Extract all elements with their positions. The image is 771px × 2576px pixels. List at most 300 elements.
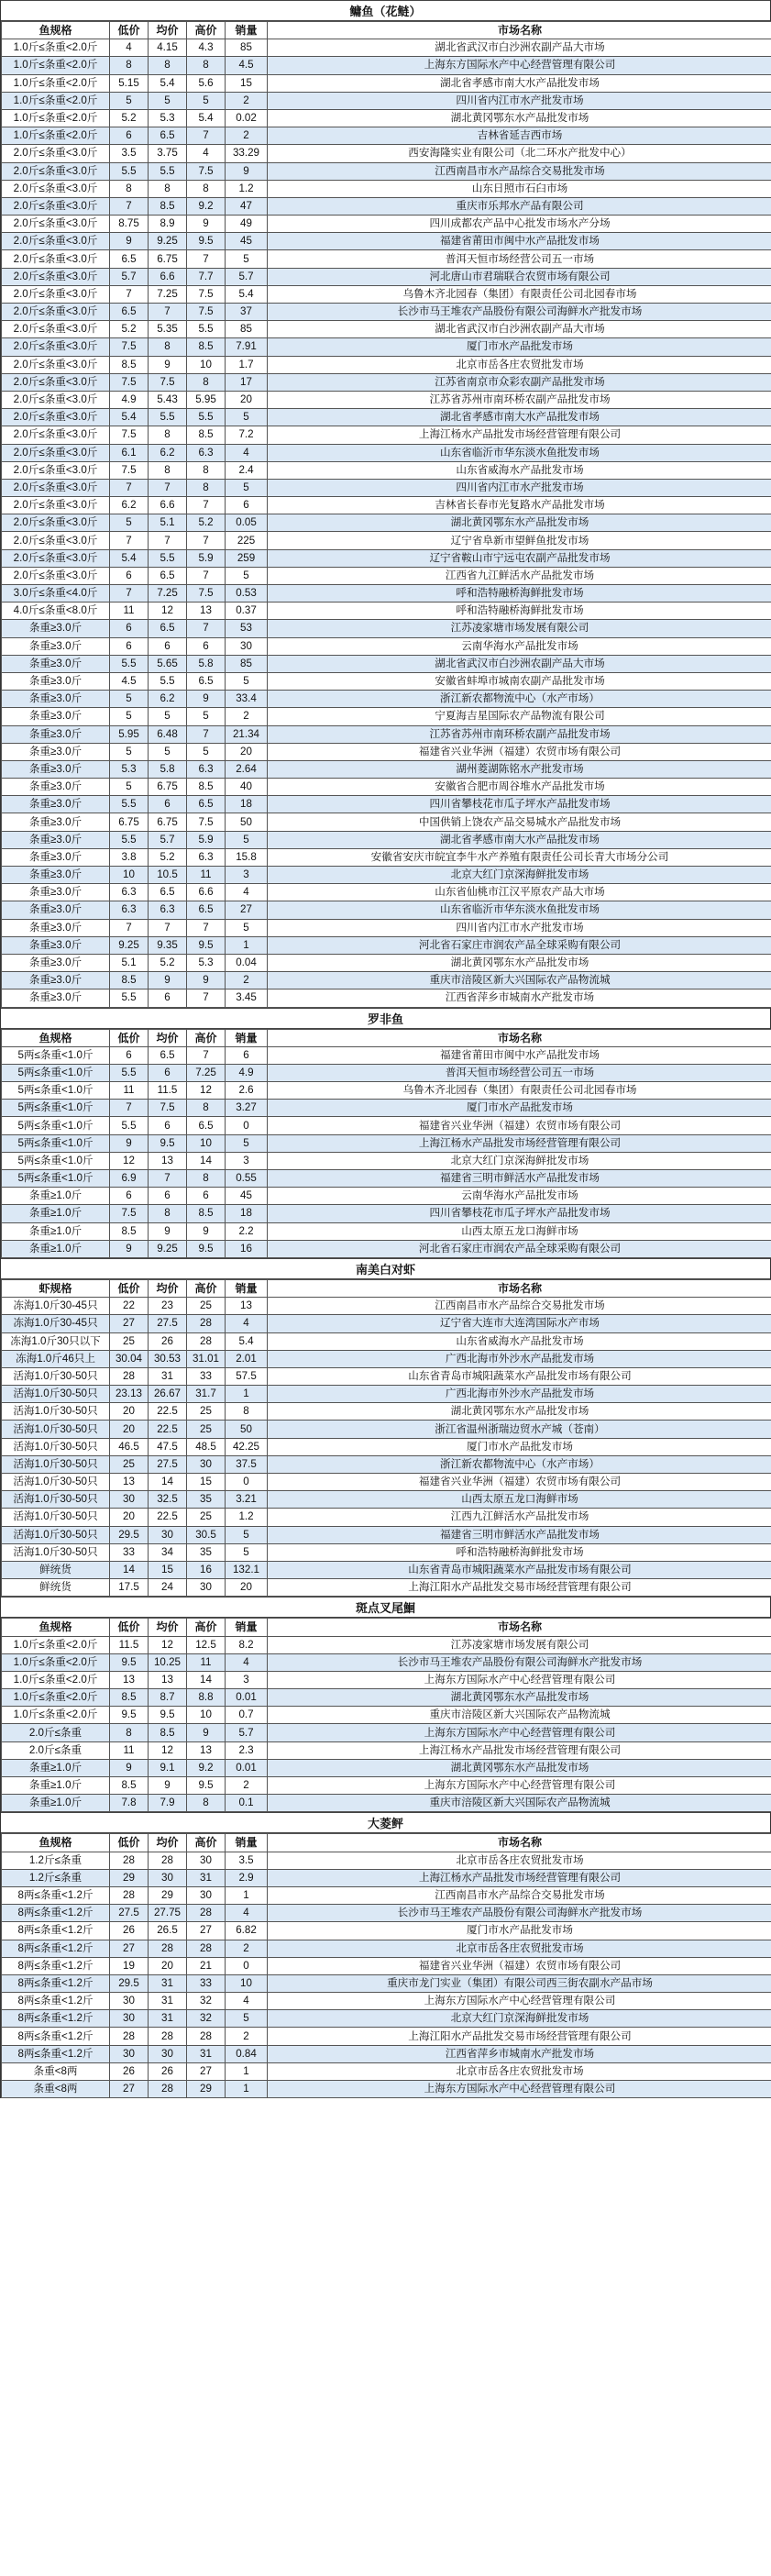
table-cell: 5.5: [149, 672, 187, 690]
table-cell: 8.9: [149, 216, 187, 233]
table-cell: 27: [226, 901, 268, 919]
table-cell: 1.2斤≤条重: [2, 1852, 110, 1869]
table-cell: 9: [110, 1240, 149, 1257]
table-cell: 山东省威海水产品批发市场: [268, 1332, 771, 1350]
table-cell: 湖北省武汉市白沙洲农副产品大市场: [268, 321, 771, 338]
table-cell: 条重≥3.0斤: [2, 813, 110, 831]
table-cell: 6.3: [187, 848, 226, 866]
table-row: [2, 901, 771, 919]
table-cell: 条重≥1.0斤: [2, 1759, 110, 1776]
table-cell: 山东省临沂市华东淡水鱼批发市场: [268, 444, 771, 461]
table-cell: 条重≥3.0斤: [2, 884, 110, 901]
table-cell: 活海1.0斤30-50只: [2, 1386, 110, 1403]
section-title: 鳙鱼（花鲢）: [1, 0, 770, 21]
table-cell: 3.5: [226, 1852, 268, 1869]
section-title: 斑点叉尾鮰: [1, 1597, 770, 1618]
table-cell: 14: [110, 1561, 149, 1578]
table-row: [2, 1922, 771, 1940]
table-cell: 9: [226, 162, 268, 180]
table-cell: 28: [110, 1886, 149, 1904]
table-cell: 24: [149, 1579, 187, 1597]
table-cell: 29: [149, 1886, 187, 1904]
table-cell: 8.5: [187, 779, 226, 796]
table-cell: 5.2: [149, 848, 187, 866]
table-cell: 28: [187, 1315, 226, 1332]
table-row: [2, 162, 771, 180]
table-cell: 42.25: [226, 1438, 268, 1455]
table-cell: 条重≥3.0斤: [2, 691, 110, 708]
table-cell: 5: [110, 691, 149, 708]
price-table: [1, 1279, 771, 1597]
table-cell: 7.8: [110, 1795, 149, 1812]
table-cell: 条重≥1.0斤: [2, 1777, 110, 1795]
table-cell: 13: [187, 1741, 226, 1759]
table-cell: 0.7: [226, 1707, 268, 1724]
table-cell: 7.5: [187, 285, 226, 303]
table-cell: 5: [226, 672, 268, 690]
table-cell: 条重≥3.0斤: [2, 725, 110, 743]
table-row: [2, 1403, 771, 1421]
table-row: [2, 1905, 771, 1922]
table-cell: 2.0斤≤条重<3.0斤: [2, 514, 110, 532]
table-cell: 上海江阳水产品批发交易市场经营管理有限公司: [268, 2028, 771, 2045]
table-cell: 2.0斤≤条重<3.0斤: [2, 461, 110, 479]
table-cell: 0: [226, 1957, 268, 1974]
table-row: [2, 1046, 771, 1064]
table-cell: 呼和浩特融桥海鲜批发市场: [268, 603, 771, 620]
table-cell: 37: [226, 304, 268, 321]
table-cell: 25: [187, 1298, 226, 1315]
table-cell: 7: [187, 532, 226, 549]
table-cell: 5两≤条重<1.0斤: [2, 1152, 110, 1169]
table-cell: 湖北省孝感市南大水产品批发市场: [268, 74, 771, 92]
table-cell: 5两≤条重<1.0斤: [2, 1100, 110, 1117]
table-cell: 8: [110, 180, 149, 197]
table-cell: 6: [110, 127, 149, 145]
table-cell: 8两≤条重<1.2斤: [2, 1905, 110, 1922]
table-row: [2, 268, 771, 285]
table-cell: 7: [110, 197, 149, 215]
table-cell: 4.5: [110, 672, 149, 690]
table-cell: 上海东方国际水产中心经营管理有限公司: [268, 1993, 771, 2010]
table-cell: 3: [226, 867, 268, 884]
table-row: [2, 655, 771, 672]
table-cell: 8: [187, 1795, 226, 1812]
table-cell: 河北省石家庄市润农产品全球采购有限公司: [268, 936, 771, 954]
table-cell: 2.0斤≤条重<3.0斤: [2, 549, 110, 567]
table-cell: 2.0斤≤条重: [2, 1724, 110, 1741]
table-cell: 5.5: [110, 655, 149, 672]
table-cell: 0.55: [226, 1170, 268, 1188]
table-row: [2, 672, 771, 690]
table-cell: 条重≥3.0斤: [2, 672, 110, 690]
table-cell: 安徽省蚌埠市城南农副产品批发市场: [268, 672, 771, 690]
table-cell: 7.5: [110, 1205, 149, 1222]
table-cell: 8: [187, 180, 226, 197]
table-cell: 5: [149, 743, 187, 760]
table-cell: 2.0斤≤条重<3.0斤: [2, 216, 110, 233]
table-cell: 5.4: [149, 74, 187, 92]
table-cell: 9: [149, 356, 187, 373]
table-cell: 31: [149, 1367, 187, 1385]
table-cell: 福建省兴业华洲（福建）农贸市场有限公司: [268, 1117, 771, 1134]
table-cell: 1: [226, 1386, 268, 1403]
table-cell: 8.5: [110, 1777, 149, 1795]
table-cell: 8: [149, 338, 187, 356]
table-cell: 5: [110, 779, 149, 796]
table-cell: 27.75: [149, 1905, 187, 1922]
table-cell: 29.5: [110, 1974, 149, 1992]
table-cell: 厦门市水产品批发市场: [268, 1100, 771, 1117]
table-cell: 5.2: [149, 954, 187, 971]
table-cell: 厦门市水产品批发市场: [268, 1922, 771, 1940]
table-row: [2, 356, 771, 373]
table-cell: 7: [110, 479, 149, 496]
table-cell: 5.5: [149, 409, 187, 426]
table-cell: 厦门市水产品批发市场: [268, 338, 771, 356]
table-cell: 32: [187, 2010, 226, 2028]
table-cell: 福建省三明市鲜活水产品批发市场: [268, 1526, 771, 1543]
table-row: [2, 514, 771, 532]
column-header: 市场名称: [268, 1619, 771, 1636]
table-cell: 鲜统货: [2, 1579, 110, 1597]
table-cell: 河北唐山市君瑞联合农贸市场有限公司: [268, 268, 771, 285]
table-cell: 6.9: [110, 1170, 149, 1188]
table-cell: 鲜统货: [2, 1561, 110, 1578]
table-cell: 5: [226, 1526, 268, 1543]
table-cell: 4: [226, 1993, 268, 2010]
table-cell: 四川省内江市水产批发市场: [268, 92, 771, 109]
table-cell: 31.01: [187, 1350, 226, 1367]
table-cell: 9: [110, 233, 149, 250]
table-cell: 活海1.0斤30-50只: [2, 1526, 110, 1543]
table-cell: 江西省萍乡市城南水产批发市场: [268, 2045, 771, 2062]
table-cell: 4.15: [149, 39, 187, 57]
table-row: [2, 691, 771, 708]
table-cell: 6.6: [187, 884, 226, 901]
table-cell: 6: [226, 497, 268, 514]
table-cell: 9.25: [149, 233, 187, 250]
section-title: 南美白对虾: [1, 1258, 770, 1279]
table-cell: 9: [187, 972, 226, 989]
table-cell: 4.5: [226, 57, 268, 74]
table-cell: 33.4: [226, 691, 268, 708]
table-cell: 5.5: [110, 1117, 149, 1134]
table-cell: 30: [110, 1993, 149, 2010]
table-row: [2, 39, 771, 57]
table-cell: 条重≥3.0斤: [2, 708, 110, 725]
table-cell: 山东日照市石臼市场: [268, 180, 771, 197]
table-row: [2, 1759, 771, 1776]
table-cell: 1: [226, 2062, 268, 2080]
table-row: [2, 1636, 771, 1653]
table-cell: 上海江杨水产品批发市场经营管理有限公司: [268, 1869, 771, 1886]
table-cell: 呼和浩特融桥海鲜批发市场: [268, 1543, 771, 1561]
table-cell: 江西南昌市水产品综合交易批发市场: [268, 162, 771, 180]
table-cell: 5.3: [149, 109, 187, 127]
table-cell: 33.29: [226, 145, 268, 162]
table-cell: 16: [226, 1240, 268, 1257]
table-cell: 10: [187, 1707, 226, 1724]
table-row: [2, 867, 771, 884]
table-cell: 5.2: [110, 321, 149, 338]
table-cell: 7: [110, 585, 149, 603]
table-cell: 0.05: [226, 514, 268, 532]
table-row: [2, 74, 771, 92]
table-cell: 7: [187, 567, 226, 584]
table-cell: 2.0斤≤条重<3.0斤: [2, 268, 110, 285]
table-cell: 湖北黄冈鄂东水产品批发市场: [268, 1689, 771, 1707]
table-cell: 0.84: [226, 2045, 268, 2062]
table-cell: 5.7: [226, 268, 268, 285]
table-row: [2, 1315, 771, 1332]
table-row: [2, 1741, 771, 1759]
table-cell: 6: [149, 989, 187, 1007]
table-cell: 重庆市乐邦水产品有限公司: [268, 197, 771, 215]
table-cell: 33: [187, 1974, 226, 1992]
table-cell: 6.5: [187, 901, 226, 919]
column-header: 市场名称: [268, 1029, 771, 1046]
table-cell: 8: [187, 479, 226, 496]
table-cell: 15.8: [226, 848, 268, 866]
table-header-row: [2, 1279, 771, 1297]
table-cell: 厦门市水产品批发市场: [268, 1438, 771, 1455]
section: [1, 0, 770, 1008]
table-cell: 6.75: [149, 250, 187, 268]
column-header: 鱼规格: [2, 1619, 110, 1636]
table-cell: 9.5: [110, 1707, 149, 1724]
table-cell: 8: [187, 373, 226, 391]
table-cell: 6.5: [149, 620, 187, 637]
table-row: [2, 1974, 771, 1992]
table-row: [2, 2045, 771, 2062]
table-cell: 5.1: [110, 954, 149, 971]
table-cell: 山东省仙桃市江汉平原农产品大市场: [268, 884, 771, 901]
table-row: [2, 919, 771, 936]
table-cell: 吉林省长春市光复路水产品批发市场: [268, 497, 771, 514]
table-cell: 31.7: [187, 1386, 226, 1403]
table-cell: 132.1: [226, 1561, 268, 1578]
table-cell: 50: [226, 813, 268, 831]
table-cell: 6.3: [187, 760, 226, 778]
table-cell: 5: [187, 743, 226, 760]
column-header: 低价: [110, 1619, 149, 1636]
table-row: [2, 532, 771, 549]
table-cell: 2: [226, 2028, 268, 2045]
table-cell: 5.5: [110, 796, 149, 813]
table-cell: 8两≤条重<1.2斤: [2, 1974, 110, 1992]
table-cell: 1: [226, 936, 268, 954]
table-cell: 条重<8两: [2, 2081, 110, 2098]
table-cell: 28: [187, 1940, 226, 1957]
table-cell: 9.5: [187, 1240, 226, 1257]
table-cell: 福建省兴业华洲（福建）农贸市场有限公司: [268, 1957, 771, 1974]
table-row: [2, 989, 771, 1007]
table-cell: 条重≥3.0斤: [2, 743, 110, 760]
table-cell: 北京大红门京深海鲜批发市场: [268, 2010, 771, 2028]
table-cell: 25: [187, 1421, 226, 1438]
table-cell: 6.6: [149, 497, 187, 514]
table-row: [2, 409, 771, 426]
table-cell: 25: [110, 1332, 149, 1350]
column-header: 销量: [226, 1834, 268, 1852]
table-cell: 9.1: [149, 1759, 187, 1776]
table-cell: 11: [187, 1653, 226, 1671]
table-cell: 湖北省孝感市南大水产品批发市场: [268, 409, 771, 426]
table-cell: 4: [226, 884, 268, 901]
table-row: [2, 1222, 771, 1240]
table-cell: 普洱天恒市场经营公司五一市场: [268, 250, 771, 268]
table-row: [2, 1526, 771, 1543]
table-row: [2, 233, 771, 250]
table-cell: 6: [149, 637, 187, 655]
table-cell: 5.7: [110, 268, 149, 285]
table-cell: 8两≤条重<1.2斤: [2, 1957, 110, 1974]
table-cell: 35: [187, 1543, 226, 1561]
table-cell: 7: [110, 285, 149, 303]
table-row: [2, 145, 771, 162]
table-cell: 7.5: [110, 373, 149, 391]
table-cell: 5两≤条重<1.0斤: [2, 1046, 110, 1064]
table-cell: 9: [149, 1777, 187, 1795]
table-cell: 长沙市马王堆农产品股份有限公司海鲜水产批发市场: [268, 1653, 771, 1671]
table-cell: 1.0斤≤条重<2.0斤: [2, 57, 110, 74]
price-table: [1, 1833, 771, 2098]
table-cell: 22.5: [149, 1421, 187, 1438]
table-cell: 5.9: [187, 549, 226, 567]
table-cell: 辽宁省大连市大连湾国际水产市场: [268, 1315, 771, 1332]
table-cell: 福建省莆田市闽中水产品批发市场: [268, 233, 771, 250]
table-cell: 条重<8两: [2, 2062, 110, 2080]
table-cell: 6.75: [149, 779, 187, 796]
table-cell: 条重≥1.0斤: [2, 1222, 110, 1240]
table-cell: 福建省兴业华洲（福建）农贸市场有限公司: [268, 1474, 771, 1491]
table-cell: 8.5: [187, 338, 226, 356]
table-cell: 4.0斤≤条重<8.0斤: [2, 603, 110, 620]
table-cell: 6.3: [187, 444, 226, 461]
table-cell: 0: [226, 1117, 268, 1134]
table-cell: 6.5: [110, 304, 149, 321]
table-row: [2, 338, 771, 356]
table-row: [2, 1152, 771, 1169]
table-row: [2, 321, 771, 338]
table-cell: 26: [110, 2062, 149, 2080]
section: [1, 1008, 770, 1258]
section: [1, 1812, 770, 2098]
column-header: 均价: [149, 22, 187, 39]
table-cell: 5: [226, 2010, 268, 2028]
table-cell: 0.53: [226, 585, 268, 603]
table-cell: 2.0斤≤条重<3.0斤: [2, 391, 110, 408]
table-cell: 2.0斤≤条重<3.0斤: [2, 321, 110, 338]
table-row: [2, 1240, 771, 1257]
table-row: [2, 796, 771, 813]
table-cell: 1.2斤≤条重: [2, 1869, 110, 1886]
table-cell: 山东省威海水产品批发市场: [268, 461, 771, 479]
table-cell: 5: [149, 708, 187, 725]
table-cell: 10: [110, 867, 149, 884]
table-cell: 2: [226, 127, 268, 145]
table-cell: 冻海1.0斤30只以下: [2, 1332, 110, 1350]
table-cell: 5.5: [149, 162, 187, 180]
table-cell: 1: [226, 1886, 268, 1904]
table-cell: 条重≥3.0斤: [2, 655, 110, 672]
table-cell: 5: [226, 479, 268, 496]
table-row: [2, 936, 771, 954]
table-cell: 冻海1.0斤30-45只: [2, 1298, 110, 1315]
table-cell: 8.2: [226, 1636, 268, 1653]
table-cell: 2.64: [226, 760, 268, 778]
table-cell: 5.5: [110, 162, 149, 180]
table-row: [2, 57, 771, 74]
table-cell: 1.0斤≤条重<2.0斤: [2, 1671, 110, 1688]
table-cell: 重庆市涪陵区新大兴国际农产品物流城: [268, 1707, 771, 1724]
table-cell: 湖北省武汉市白沙洲农副产品大市场: [268, 655, 771, 672]
table-cell: 宁夏海吉星国际农产品物流有限公司: [268, 708, 771, 725]
table-cell: 40: [226, 779, 268, 796]
table-cell: 2: [226, 708, 268, 725]
table-cell: 8两≤条重<1.2斤: [2, 1886, 110, 1904]
table-row: [2, 1653, 771, 1671]
table-cell: 2.9: [226, 1869, 268, 1886]
table-cell: 30: [110, 2010, 149, 2028]
table-cell: 8: [149, 426, 187, 444]
table-cell: 25: [110, 1455, 149, 1473]
table-cell: 8两≤条重<1.2斤: [2, 1940, 110, 1957]
table-cell: 2.0斤≤条重<3.0斤: [2, 567, 110, 584]
table-cell: 28: [149, 2081, 187, 2098]
table-cell: 3.27: [226, 1100, 268, 1117]
table-cell: 上海江杨水产品批发市场经营管理有限公司: [268, 1741, 771, 1759]
table-cell: 0.01: [226, 1689, 268, 1707]
table-cell: 9.5: [187, 233, 226, 250]
table-cell: 12: [149, 1741, 187, 1759]
table-row: [2, 1777, 771, 1795]
table-cell: 条重≥3.0斤: [2, 760, 110, 778]
table-cell: 0: [226, 1474, 268, 1491]
table-cell: 2.0斤≤条重<3.0斤: [2, 250, 110, 268]
table-cell: 5.4: [187, 109, 226, 127]
table-cell: 7.5: [110, 338, 149, 356]
table-cell: 30: [187, 1579, 226, 1597]
column-header: 低价: [110, 1834, 149, 1852]
table-cell: 30: [149, 2045, 187, 2062]
table-cell: 山东省临沂市华东淡水鱼批发市场: [268, 901, 771, 919]
table-row: [2, 197, 771, 215]
section: [1, 1597, 770, 1812]
table-cell: 2.0斤≤条重<3.0斤: [2, 426, 110, 444]
table-cell: 2.0斤≤条重<3.0斤: [2, 444, 110, 461]
table-cell: 8.5: [110, 1222, 149, 1240]
table-cell: 28: [149, 1852, 187, 1869]
table-row: [2, 1455, 771, 1473]
column-header: 鱼规格: [2, 1834, 110, 1852]
table-cell: 5.95: [110, 725, 149, 743]
table-row: [2, 426, 771, 444]
table-cell: 普洱天恒市场经营公司五一市场: [268, 1064, 771, 1081]
table-cell: 山东省青岛市城阳蔬菜水产品批发市场有限公司: [268, 1561, 771, 1578]
table-cell: 30: [187, 1886, 226, 1904]
table-cell: 13: [110, 1671, 149, 1688]
table-cell: 云南华海水产品批发市场: [268, 637, 771, 655]
table-cell: 5两≤条重<1.0斤: [2, 1134, 110, 1152]
table-cell: 11: [187, 867, 226, 884]
table-cell: 7.5: [110, 426, 149, 444]
table-cell: 辽宁省鞍山市宁远屯农副产品批发市场: [268, 549, 771, 567]
table-cell: 5: [110, 708, 149, 725]
table-cell: 13: [110, 1474, 149, 1491]
table-cell: 30: [149, 1869, 187, 1886]
